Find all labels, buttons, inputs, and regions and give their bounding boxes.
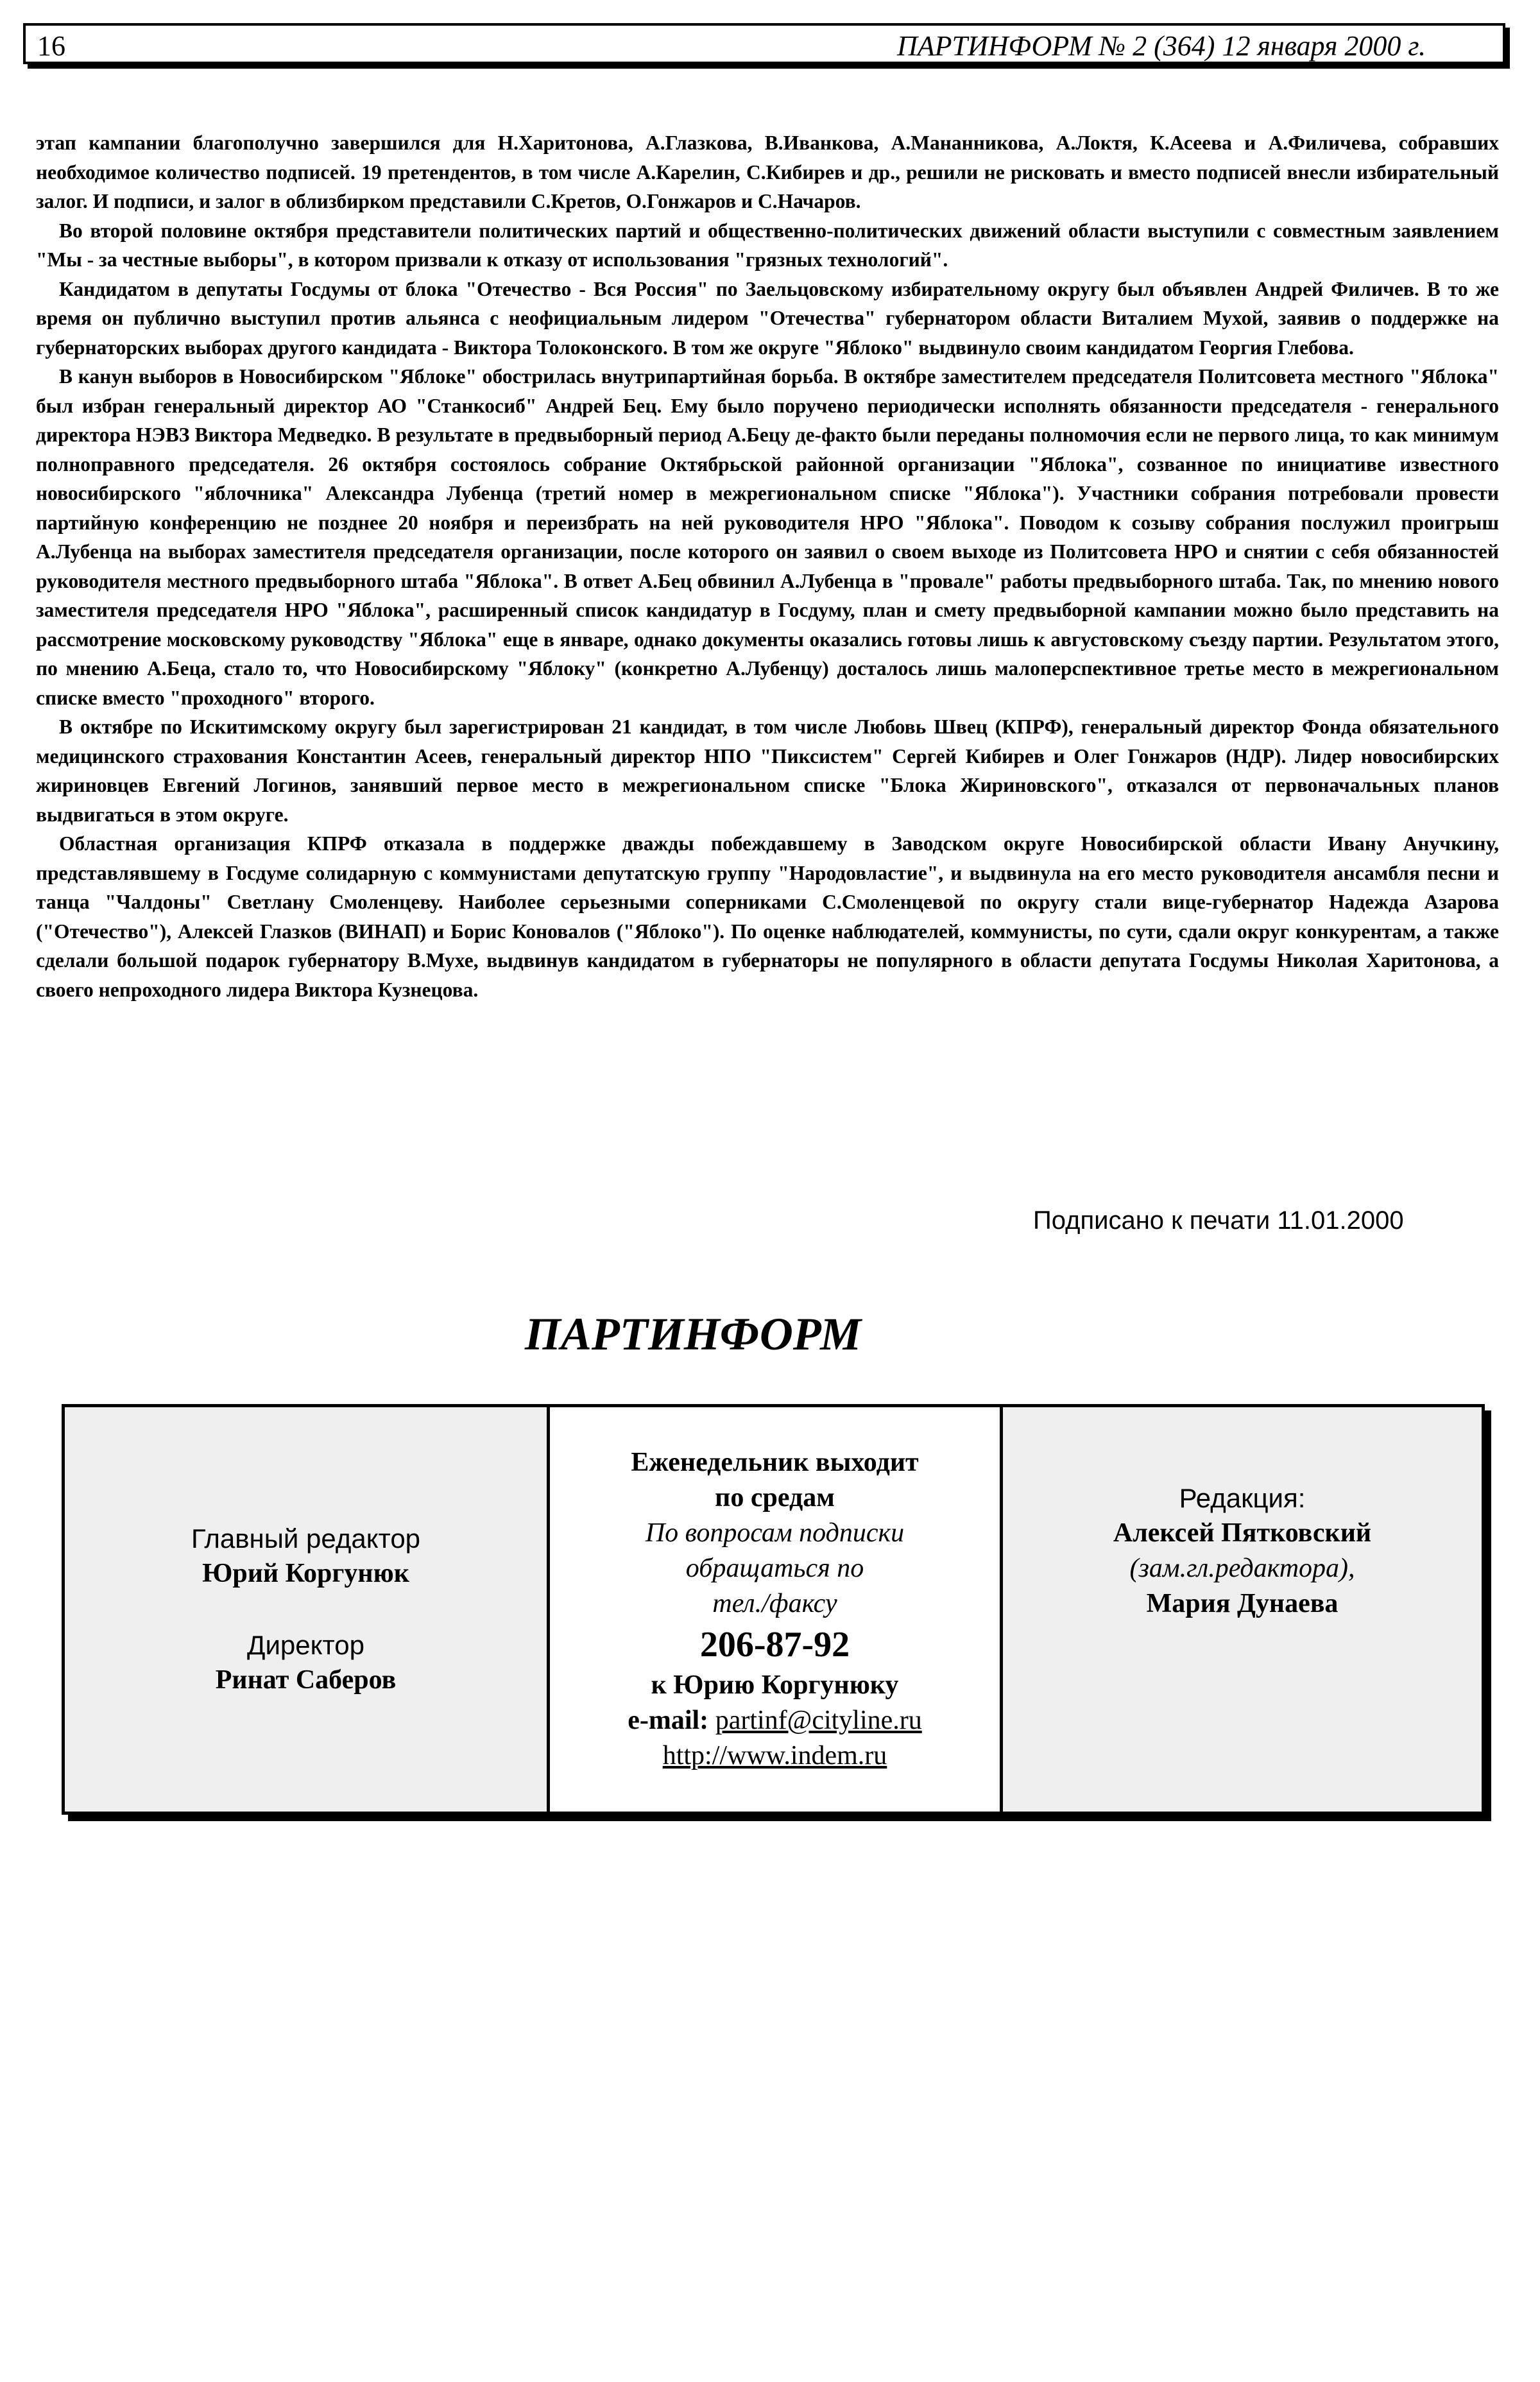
frequency-line-2: по средам [715,1483,835,1512]
signed-to-print: Подписано к печати 11.01.2000 [1033,1206,1404,1235]
contact-person: к Юрию Коргунюку [651,1670,899,1700]
editor-role: Главный редактор [191,1523,421,1554]
subscription-line-1: По вопросам подписки [645,1518,905,1548]
email-link[interactable]: partinf@cityline.ru [715,1706,922,1735]
email-line [550,1703,1000,1738]
staff-label: Редакция: [1179,1483,1306,1513]
staff-name-1: Алексей Пятковский [1113,1518,1372,1548]
frequency-line-1: Еженедельник выходит [631,1448,919,1477]
article-paragraph: Во второй половине октября представители политических партий и общественно-политических движений области выступили с совместным заявлением "Мы - за честные выборы", в котором призвали к отказу от использования "грязных технологий". [36,219,1499,271]
page-number: 16 [37,30,65,62]
imprint-subscription [550,1407,1003,1812]
website-link[interactable]: http://www.indem.ru [662,1741,887,1770]
subscription-line-2: обращаться по [685,1554,864,1583]
issue-title: ПАРТИНФОРМ № 2 (364) 12 января 2000 г. [896,30,1426,62]
article-paragraph: Областная организация КПРФ отказала в поддержке дважды побеждавшему в Заводском округе Новосибирской области Ивану Анучкину, представлявшему в Госдуме солидарную с коммунистами депутатскую группу "Народовластие", и выдвинула на его место руководителя ансамбля песни и танца "Чалдоны" Светлану Смоленцеву. Наиболее серьезными соперниками С.Смоленцевой по округу стали вице-губернатор Надежда Азарова ("Отечество"), Алексей Глазков (ВИНАП) и Борис Коновалов ("Яблоко"). По оценке наблюдателей, коммунисты, по сути, сдали округ конкурентам, а также сделали большой подарок губернатору В.Мухе, выдвинув кандидатом в губернаторы не популярного в области депутата Госдумы Николая Харитонова, а своего непроходного лидера Виктора Кузнецова. [36,832,1499,1001]
article-body [36,128,1499,1004]
imprint-box [62,1404,1485,1815]
editor-name: Юрий Коргунюк [202,1559,409,1588]
article-paragraph: этап кампании благополучно завершился для Н.Харитонова, А.Глазкова, В.Иванкова, А.Мананникова, А.Локтя, К.Асеева и А.Филичева, собравших необходимое количество подписей. 19 претендентов, в том числе А.Карелин, С.Кибирев и др., решили не рисковать и вместо подписей внесли избирательный залог. И подписи, и залог в облизбирком представили С.Кретов, О.Гонжаров и С.Начаров. [36,132,1499,212]
phone-number: 206-87-92 [699,1625,850,1665]
email-label: e-mail: [628,1706,709,1735]
article-paragraph: В канун выборов в Новосибирском "Яблоке" обострилась внутрипартийная борьба. В октябре заместителем председателя Политсовета местного "Яблока" был избран генеральный директор АО "Станкосиб" Андрей Бец. Ему было поручено периодически исполнять обязанности председателя - генерального директора НЭВЗ Виктора Медведко. В результате в предвыборный период А.Бецу де-факто были переданы полномочия если не первого лица, то как минимум полноправного председателя. 26 октября состоялось собрание Октябрьской районной организации "Яблока", созванное по инициативе известного новосибирского "яблочника" Александра Лубенца (третий номер в межрегиональном списке "Яблока"). Участники собрания потребовали провести партийную конференцию не позднее 20 ноября и переизбрать на ней руководителя НРО "Яблока". Поводом к созыву собрания послужил проигрыш А.Лубенца на выборах заместителя председателя организации, после которого он заявил о своем выходе из Политсовета НРО и снятии с себя обязанностей руководителя местного предвыборного штаба "Яблока". В ответ А.Бец обвинил А.Лубенца в "провале" работы предвыборного штаба. Так, по мнению нового заместителя председателя НРО "Яблока", расширенный список кандидатур в Госдуму, план и смету предвыборной кампании можно было представить на рассмотрение московскому руководству "Яблока" еще в январе, однако документы оказались готовы лишь к августовскому съезду партии. Результатом этого, по мнению А.Беца, стало то, что Новосибирскому "Яблоку" (конкретно А.Лубенцу) досталось лишь малоперспективное третье место в межрегиональном списке вместо "проходного" второго. [36,365,1499,709]
staff-name-2: Мария Дунаева [1146,1589,1339,1618]
imprint-staff [1003,1407,1482,1812]
subscription-line-3: тел./факсу [712,1589,837,1618]
staff-role-1: (зам.гл.редактора), [1129,1554,1355,1583]
director-role: Директор [247,1630,364,1660]
director-name: Ринат Саберов [215,1665,397,1695]
article-paragraph: В октябре по Искитимскому округу был зарегистрирован 21 кандидат, в том числе Любовь Швец (КПРФ), генеральный директор Фонда обязательного медицинского страхования Константин Асеев, генеральный директор НПО "Пиксистем" Сергей Кибирев и Олег Гонжаров (НДР). Лидер новосибирских жириновцев Евгений Логинов, занявший первое место в межрегиональном списке "Блока Жириновского", отказался от первоначальных планов выдвигаться в этом округе. [36,715,1499,826]
article-paragraph: Кандидатом в депутаты Госдумы от блока "Отечество - Вся Россия" по Заельцовскому избирательному округу был объявлен Андрей Филичев. В то же время он публично выступил против альянса с неофициальным лидером "Отечества" губернатором области Виталием Мухой, заявив о поддержке на губернаторских выборах другого кандидата - Виктора Толоконского. В том же округе "Яблоко" выдвинуло своим кандидатом Георгия Глебова. [36,277,1499,359]
masthead-title [0,1308,1540,1361]
page-header [23,23,1505,64]
imprint-editors [65,1407,550,1812]
masthead-text: ПАРТИНФОРМ [524,1308,862,1360]
